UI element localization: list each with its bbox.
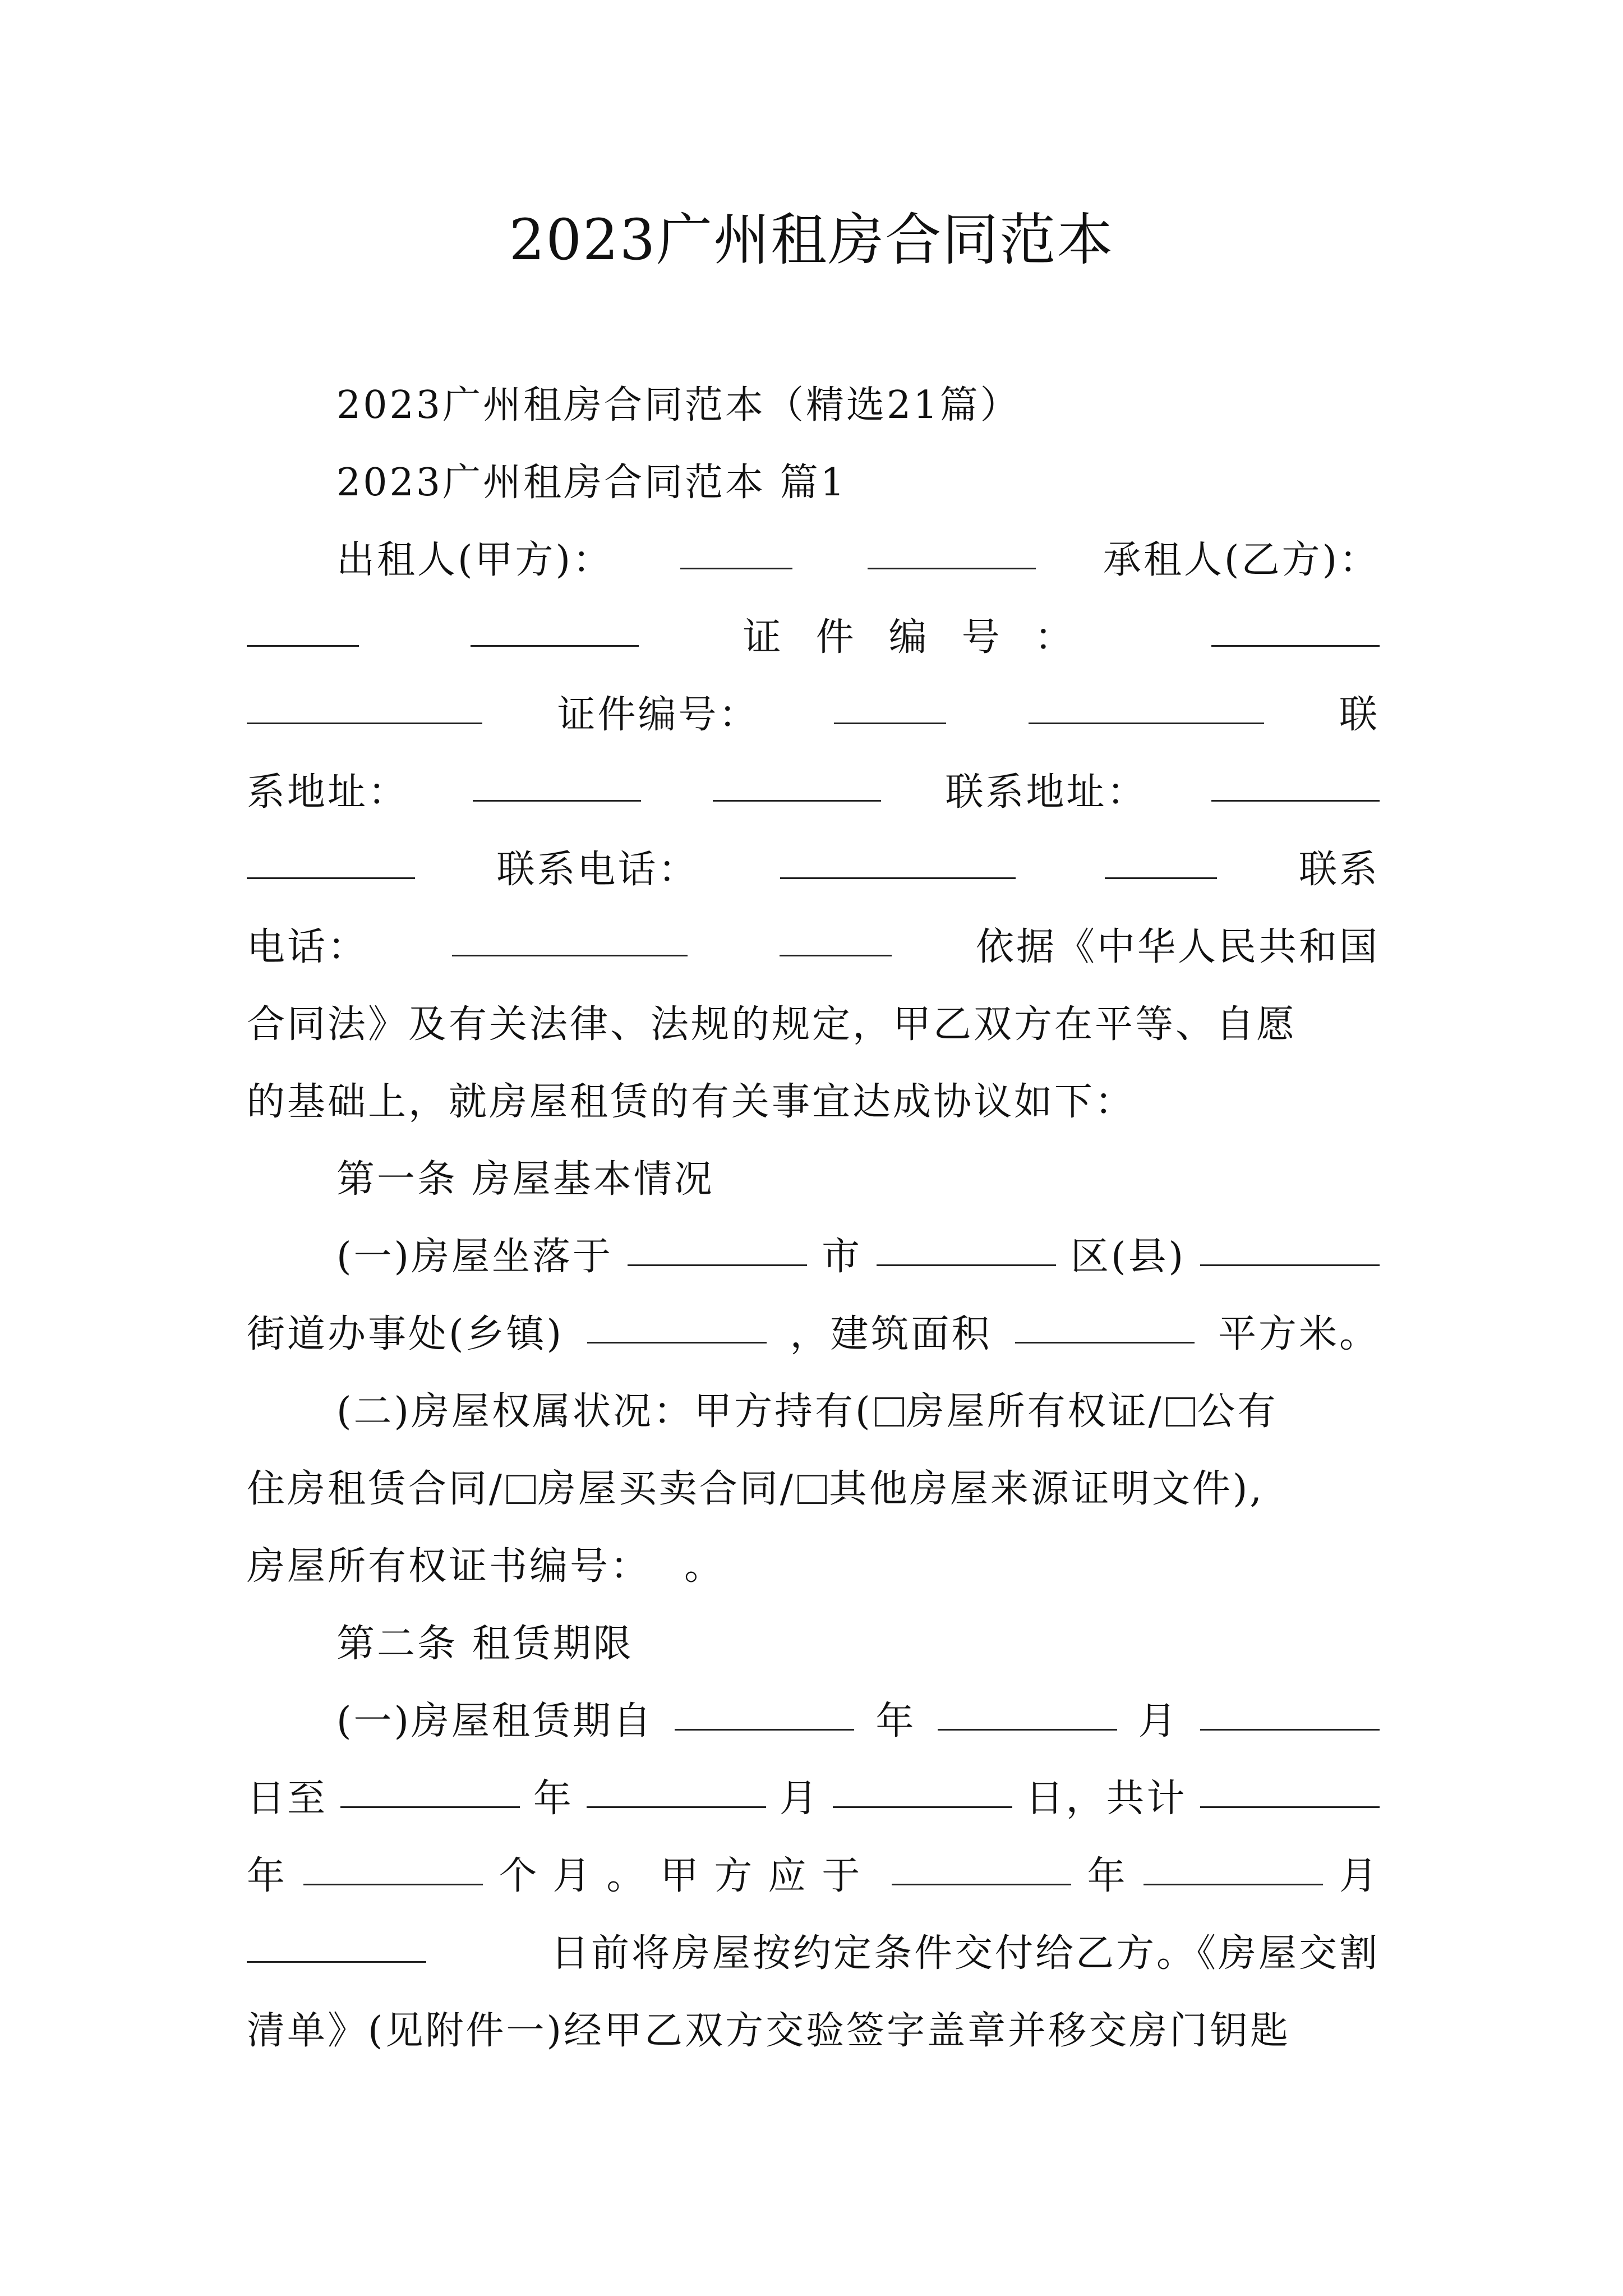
article2-heading: 第二条 租赁期限 [336, 1622, 634, 1666]
contact-addr-pre: 联 [1339, 693, 1380, 737]
ownership-option-text: 房屋所有权证/ [906, 1389, 1164, 1434]
blank-field [247, 1961, 426, 1963]
months-label: 个月。甲方应于 [499, 1854, 876, 1898]
phone-post: 电话： [247, 925, 368, 969]
area-unit: 平方米。 [1218, 1312, 1380, 1356]
blank-field [340, 1806, 520, 1808]
term-line-4 [247, 1915, 1380, 1993]
blank-field [877, 1264, 1056, 1266]
to-label: 日至 [247, 1777, 328, 1821]
checkbox-public-housing[interactable] [1166, 1397, 1195, 1427]
city-label: 市 [822, 1235, 863, 1279]
blank-field [247, 723, 482, 724]
parties-line-6 [247, 909, 1380, 986]
id-label-spaced: 证件编号： [743, 615, 1108, 660]
blank-field [780, 955, 892, 956]
intro-heading: 2023广州租房合同范本（精选21篇） [336, 383, 1021, 427]
ownership-option-text: 房屋买卖合同/ [537, 1467, 795, 1511]
blank-field [1200, 1806, 1380, 1808]
blank-field [1200, 1264, 1380, 1266]
contact-addr-label: 联系地址： [945, 770, 1147, 815]
checkbox-sale-contract[interactable] [506, 1475, 536, 1504]
year-label: 年 [247, 1854, 288, 1898]
total-label: 日，共计 [1025, 1777, 1187, 1821]
blank-field [473, 800, 641, 802]
area-label: ，建筑面积 [790, 1312, 992, 1356]
blank-field [1200, 1729, 1380, 1731]
chapter-heading: 2023广州租房合同范本 篇1 [336, 461, 847, 505]
checkbox-other-proof[interactable] [797, 1475, 827, 1504]
blank-field [892, 1884, 1071, 1885]
ownership-option-text: 其他房屋来源证明文件), [828, 1467, 1264, 1511]
phone-label: 联系电话： [496, 848, 699, 892]
parties-line-5 [247, 831, 1380, 909]
blank-field [680, 568, 792, 569]
article1-heading: 第一条 房屋基本情况 [336, 1157, 714, 1202]
blank-field [471, 645, 639, 647]
blank-field [628, 1264, 807, 1266]
blank-field [868, 568, 1036, 569]
year-label: 年 [1087, 1854, 1128, 1898]
term-line-5: 清单》(见附件一)经甲乙双方交验签字盖章并移交房门钥匙 [247, 2009, 1291, 2053]
ownership-option-text: 公有 [1197, 1389, 1278, 1434]
location-label: (一)房屋坐落于 [336, 1235, 614, 1279]
parties-line-1 [247, 522, 1380, 599]
document-body [247, 367, 1380, 2070]
blank-field [1144, 1884, 1323, 1885]
deliver-text: 日前将房屋按约定条件交付给乙方。《房屋交割 [550, 1931, 1380, 1976]
blank-field [675, 1729, 854, 1731]
article1-location-line [247, 1218, 1380, 1296]
parties-line-3 [247, 677, 1380, 754]
cert-number-label: 房屋所有权证书编号： [247, 1544, 651, 1589]
blank-field [452, 955, 688, 956]
article1-area-line [247, 1296, 1380, 1373]
lessee-label: 承租人(乙方)： [1103, 538, 1380, 582]
basis-text-2: 合同法》及有关法律、法规的规定，甲乙双方在平等、自愿 [247, 1002, 1297, 1047]
ownership-line-3 [247, 1528, 1380, 1605]
ownership-option-text: 住房租赁合同/ [247, 1467, 504, 1511]
blank-field [1105, 877, 1217, 879]
parties-line-4 [247, 754, 1380, 831]
term-label: (一)房屋租赁期自 [336, 1699, 654, 1743]
blank-field [247, 645, 359, 647]
year-label: 年 [533, 1777, 574, 1821]
month-label: 月 [1339, 1854, 1380, 1898]
term-line-1 [247, 1683, 1380, 1760]
month-label: 月 [779, 1777, 820, 1821]
blank-field [713, 800, 881, 802]
blank-field [587, 1342, 767, 1343]
blank-field [780, 877, 1016, 879]
basis-text-3: 的基础上，就房屋租赁的有关事宜达成协议如下： [247, 1080, 1136, 1124]
phone-pre: 联系 [1298, 848, 1380, 892]
month-label: 月 [1138, 1699, 1179, 1743]
term-line-2 [247, 1760, 1380, 1838]
blank-field [834, 723, 946, 724]
term-line-3 [247, 1838, 1380, 1915]
year-label: 年 [875, 1699, 916, 1743]
checkbox-property-cert[interactable] [875, 1397, 904, 1427]
id-label: 证件编号： [557, 693, 759, 737]
document-title: 2023广州租房合同范本 [509, 207, 1114, 273]
blank-field [1029, 723, 1264, 724]
blank-field [587, 1806, 766, 1808]
blank-field [833, 1806, 1012, 1808]
contact-addr-post: 系地址： [247, 770, 409, 815]
street-label: 街道办事处(乡镇) [247, 1312, 564, 1356]
ownership-line-1 [247, 1373, 1380, 1451]
period-mark: 。 [684, 1544, 725, 1589]
ownership-line-2 [247, 1451, 1380, 1528]
blank-field [247, 877, 415, 879]
blank-field [1211, 645, 1380, 647]
district-label: 区(县) [1070, 1235, 1186, 1279]
blank-field [1211, 800, 1380, 802]
basis-text-1: 依据《中华人民共和国 [975, 925, 1380, 969]
blank-field [303, 1884, 483, 1885]
blank-field [938, 1729, 1117, 1731]
parties-line-2 [247, 599, 1380, 677]
lessor-label: 出租人(甲方)： [336, 538, 614, 582]
ownership-text: (二)房屋权属状况：甲方持有( [336, 1389, 873, 1434]
blank-field [1015, 1342, 1195, 1343]
